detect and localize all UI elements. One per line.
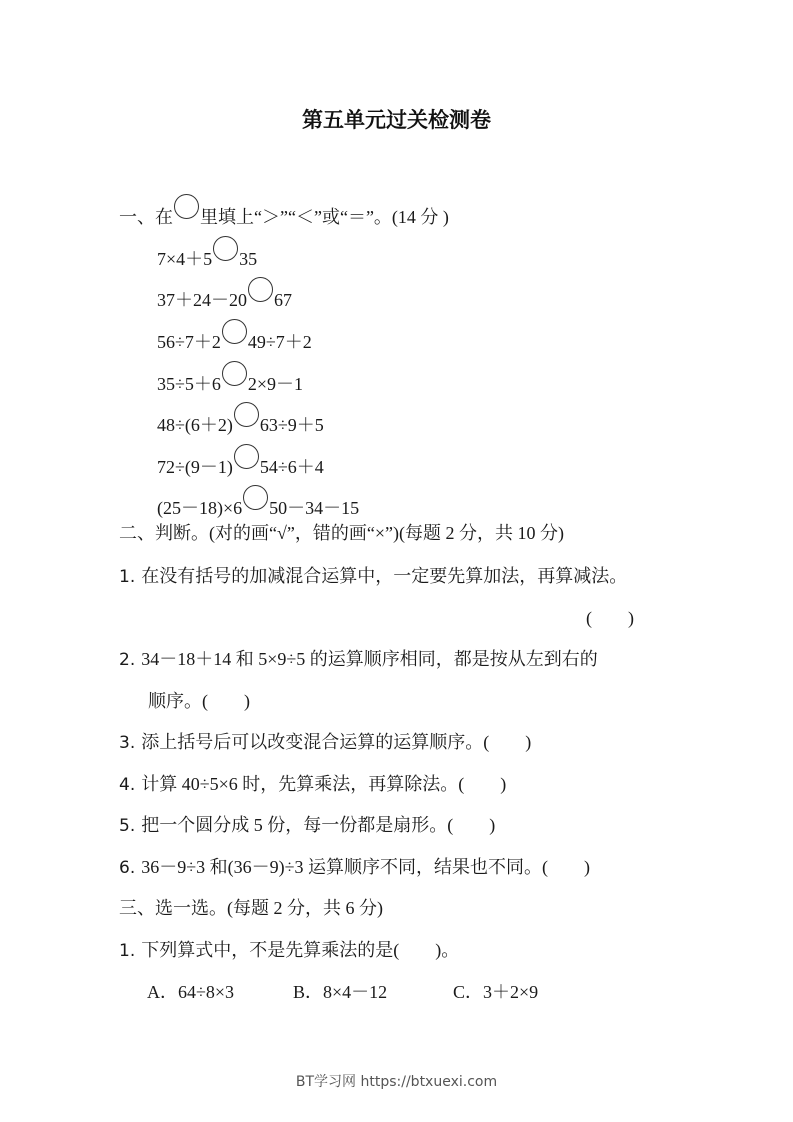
choice-options [147, 981, 538, 1003]
judge-question [119, 814, 495, 837]
page-title: 第五单元过关检测卷 [302, 108, 491, 132]
compare-item [157, 361, 303, 395]
section1-prefix: 一、在 [119, 207, 173, 227]
expr-left: 37＋24－20 [157, 290, 247, 310]
answer-circle[interactable] [243, 485, 268, 510]
answer-circle[interactable] [222, 361, 247, 386]
answer-paren[interactable]: ( ) [586, 608, 634, 628]
judge-question [119, 731, 531, 754]
question-text: 34－18＋14 和 5×9÷5 的运算顺序相同，都是按从左到右的 [141, 649, 598, 669]
expr-left: 35÷5＋6 [157, 374, 221, 394]
option-a[interactable]: A．64÷8×3 [147, 982, 235, 1002]
answer-circle[interactable] [234, 402, 259, 427]
option-c[interactable]: C．3＋2×9 [453, 982, 539, 1002]
expr-right: 67 [274, 290, 292, 310]
expr-left: 48÷(6＋2) [157, 415, 233, 435]
question-number: 4. [119, 775, 136, 795]
answer-circle[interactable] [248, 277, 273, 302]
section1-heading [119, 194, 449, 228]
compare-circle-icon [174, 194, 199, 219]
question-number: 2. [119, 650, 136, 670]
question-text: 下列算式中，不是先算乘法的是( )。 [141, 940, 460, 960]
question-text-continued: 顺序。( ) [148, 691, 250, 711]
question-text: 36－9÷3 和(36－9)÷3 运算顺序不同，结果也不同。( ) [141, 857, 590, 877]
compare-item [157, 236, 257, 270]
expr-right: 49÷7＋2 [247, 332, 312, 352]
watermark: BT学习网 https://btxuexi.com [295, 1074, 498, 1090]
answer-circle[interactable] [222, 319, 247, 344]
expr-right: 63÷9＋5 [259, 415, 324, 435]
compare-item [157, 485, 359, 519]
option-b[interactable]: B．8×4－12 [293, 982, 388, 1002]
compare-item [157, 319, 312, 353]
judge-question [119, 773, 506, 796]
section1-suffix: 里填上“＞”“＜”或“＝”。(14 分 ) [200, 207, 449, 227]
expr-right: 54÷6＋4 [259, 457, 324, 477]
expr-right: 50－34－15 [269, 498, 360, 518]
expr-left: 7×4＋5 [157, 249, 213, 269]
judge-question [119, 565, 627, 588]
section3-heading: 三、选一选。(每题 2 分，共 6 分) [119, 898, 383, 918]
expr-right: 2×9－1 [247, 374, 304, 394]
answer-circle[interactable] [213, 236, 238, 261]
question-number: 5. [119, 816, 136, 836]
question-number: 6. [119, 858, 136, 878]
question-text: 计算 40÷5×6 时，先算乘法，再算除法。( ) [141, 774, 507, 794]
question-text: 把一个圆分成 5 份，每一份都是扇形。( ) [141, 815, 496, 835]
question-text: 添上括号后可以改变混合运算的运算顺序。( ) [141, 732, 532, 752]
answer-circle[interactable] [234, 444, 259, 469]
expr-left: 72÷(9－1) [157, 457, 233, 477]
judge-question [119, 648, 598, 671]
question-text: 在没有括号的加减混合运算中，一定要先算加法，再算减法。 [141, 566, 628, 586]
judge-question [119, 856, 590, 879]
question-number: 1. [119, 941, 136, 961]
compare-item [157, 402, 324, 436]
question-number: 3. [119, 733, 136, 753]
compare-item [157, 444, 324, 478]
choice-question [119, 939, 459, 962]
compare-item [157, 277, 292, 311]
expr-left: 56÷7＋2 [157, 332, 221, 352]
section2-heading: 二、判断。(对的画“√”，错的画“×”)(每题 2 分，共 10 分) [119, 523, 564, 543]
expr-left: (25－18)×6 [157, 498, 243, 518]
expr-right: 35 [239, 249, 258, 269]
question-number: 1. [119, 567, 136, 587]
